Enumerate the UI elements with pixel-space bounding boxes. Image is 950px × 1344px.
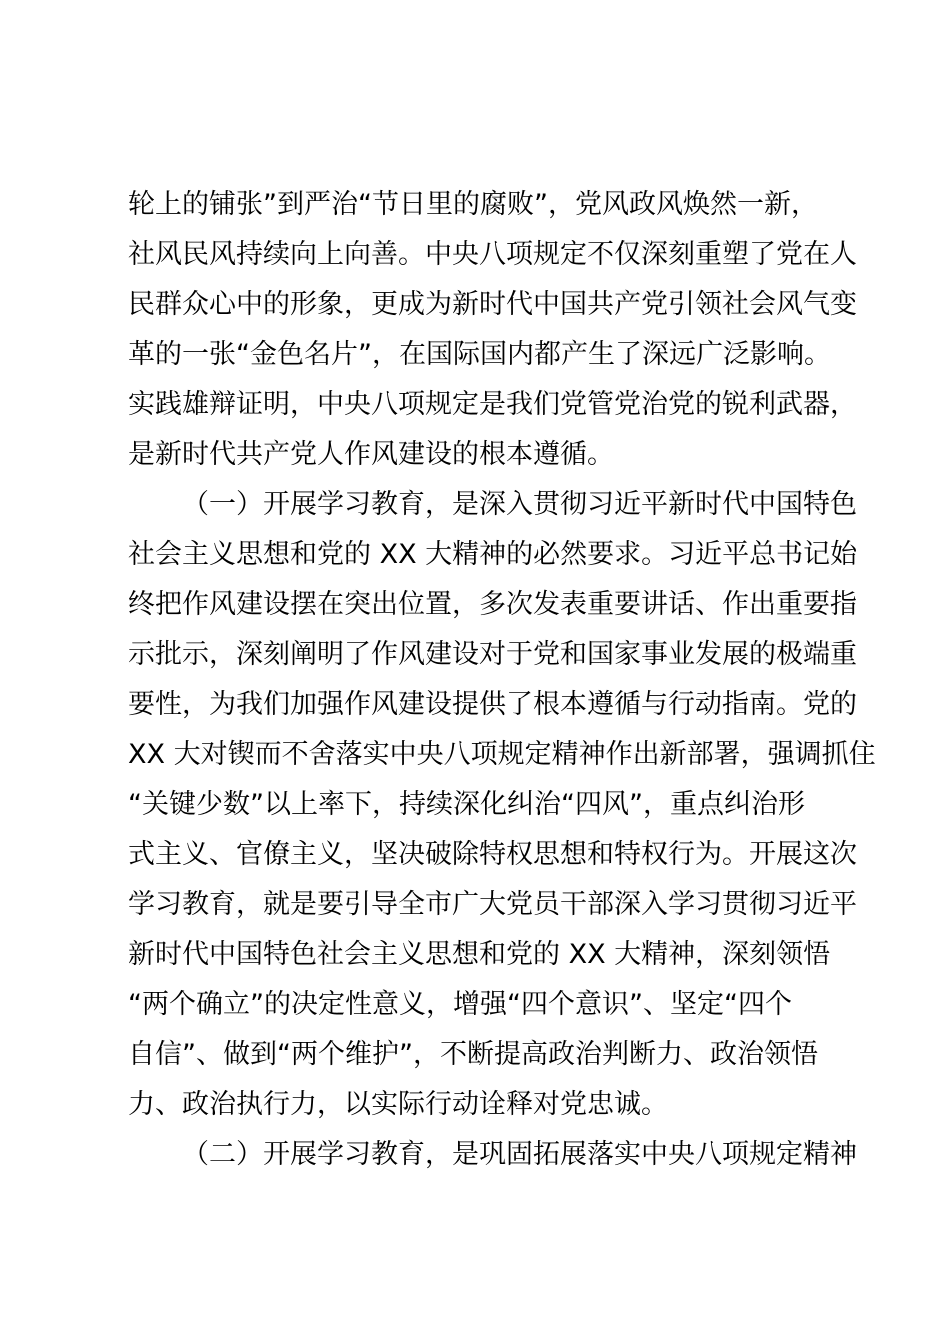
text-line: 式主义、官僚主义，坚决破除特权思想和特权行为。开展这次 [128,839,857,870]
text-line: 社会主义思想和党的 XX 大精神的必然要求。习近平总书记始 [128,539,858,570]
text-line: 是新时代共产党人作风建设的根本遵循。 [128,439,614,470]
text-line: “关键少数”以上率下，持续深化纠治“四风”，重点纠治形 [128,789,805,820]
text-line: “两个确立”的决定性意义，增强“四个意识”、坚定“四个 [128,989,792,1020]
text-line: 革的一张“金色名片”，在国际国内都产生了深远广泛影响。 [128,339,831,370]
text-line: 示批示，深刻阐明了作风建设对于党和国家事业发展的极端重 [128,639,857,670]
text-line: 力、政治执行力，以实际行动诠释对党忠诚。 [128,1089,668,1120]
text-line: 社风民风持续向上向善。中央八项规定不仅深刻重塑了党在人 [128,239,857,270]
text-line: 轮上的铺张”到严治“节日里的腐败”，党风政风焕然一新， [128,189,818,220]
paragraph-heading-2: （二）开展学习教育，是巩固拓展落实中央八项规定精神 [182,1139,857,1170]
document-body [128,180,876,1180]
text-line: 要性，为我们加强作风建设提供了根本遵循与行动指南。党的 [128,689,857,720]
text-line: XX 大对锲而不舍落实中央八项规定精神作出新部署，强调抓住 [128,739,876,770]
paragraph-heading-1: （一）开展学习教育，是深入贯彻习近平新时代中国特色 [182,489,857,520]
text-line: 自信”、做到“两个维护”，不断提高政治判断力、政治领悟 [128,1039,818,1070]
text-line: 民群众心中的形象，更成为新时代中国共产党引领社会风气变 [128,289,857,320]
text-line: 实践雄辩证明，中央八项规定是我们党管党治党的锐利武器， [128,389,857,420]
text-line: 终把作风建设摆在突出位置，多次发表重要讲话、作出重要指 [128,589,857,620]
text-line: 新时代中国特色社会主义思想和党的 XX 大精神，深刻领悟 [128,939,831,970]
text-line: 学习教育，就是要引导全市广大党员干部深入学习贯彻习近平 [128,889,857,920]
